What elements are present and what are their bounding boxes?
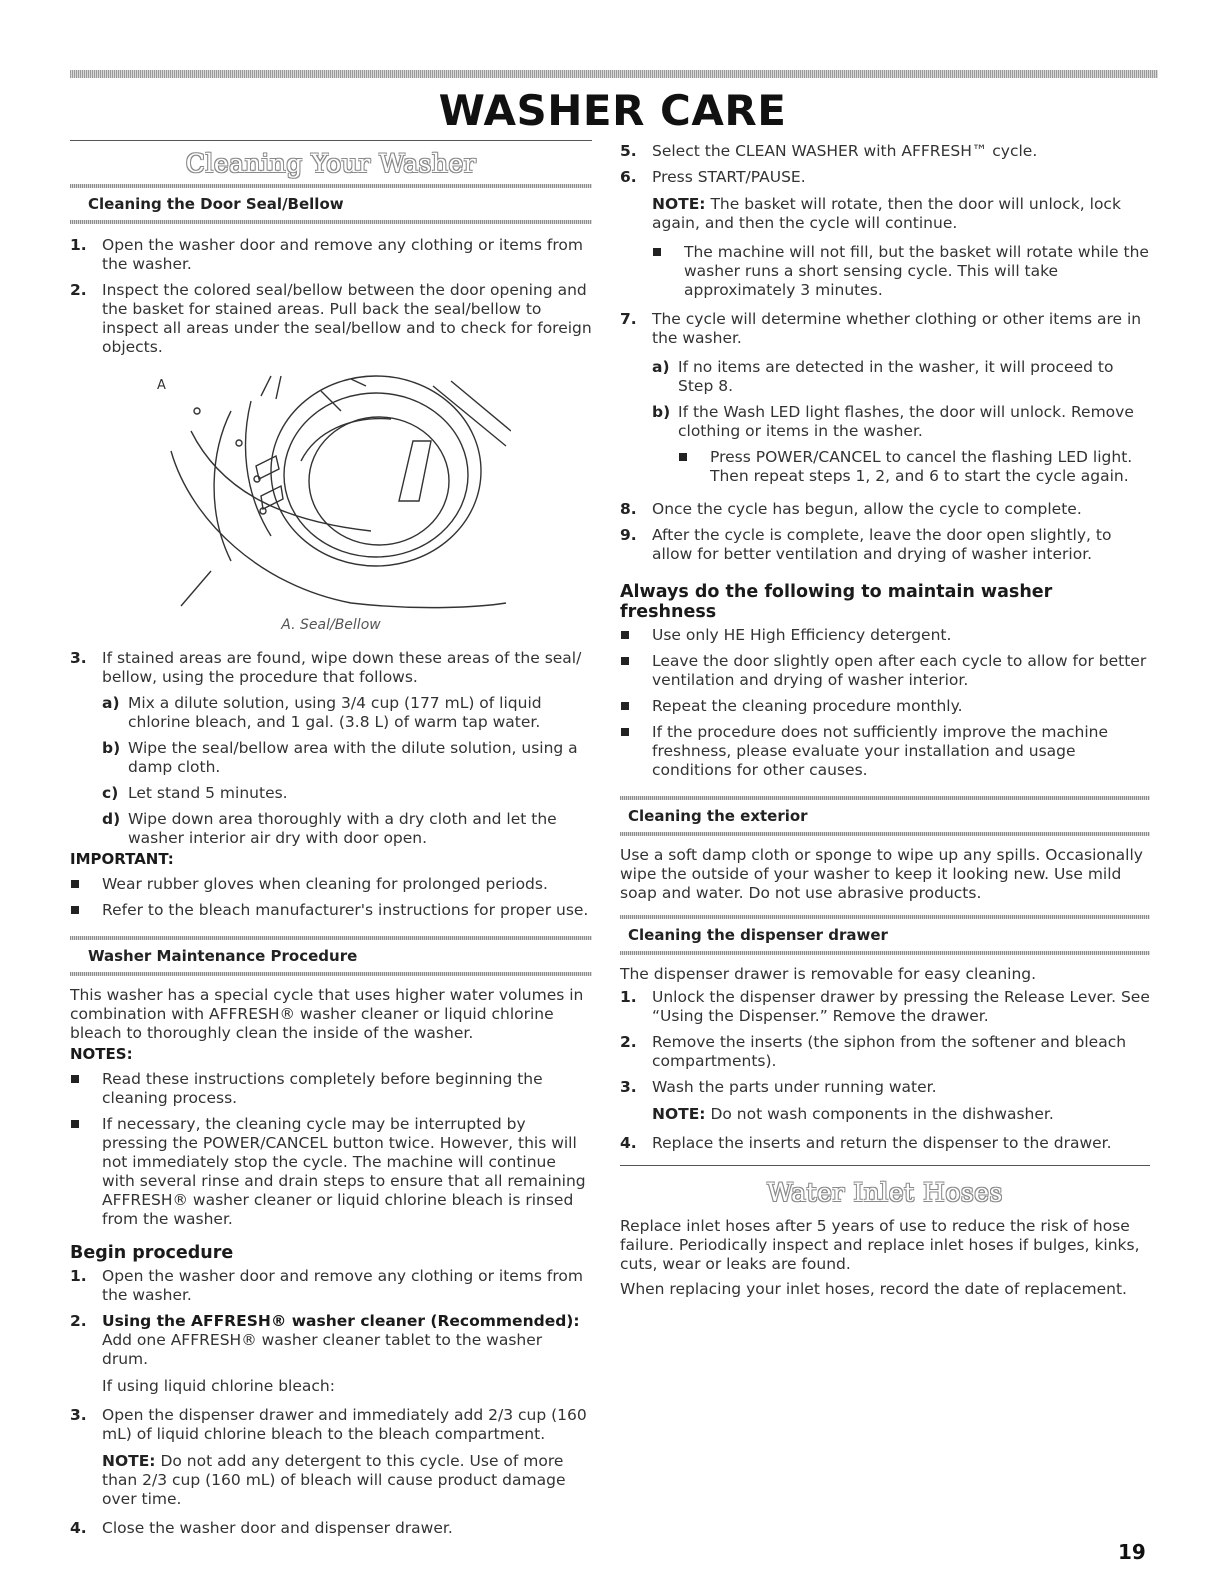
bullet-text: If necessary, the cleaning cycle may be interrupted by pressing the POWER/CANCEL button twice. However, this will not immediately stop the cycle. The machine will continue with several rinse and drain steps to ensure that all remaining AFFRESH® washer cleaner or liquid chlorine bleach is rinsed from the washer. [102,1115,586,1228]
bullet-square-icon [678,448,710,486]
bullet-text: If the procedure does not sufficiently improve the machine freshness, please evaluate your installation and usage conditions for other causes. [652,723,1108,779]
step-number: 3. [70,649,87,667]
list-item [70,649,592,687]
sub-label: a) [102,694,120,712]
step-text: If stained areas are found, wipe down these areas of the seal/ bellow, using the procedure that follows. [102,649,582,686]
notes-label: NOTES: [70,1045,133,1063]
step-text: Inspect the colored seal/bellow between the door opening and the basket for stained areas. Pull back the seal/bellow to inspect all areas under the seal/bellow and to check for foreign objects. [102,281,592,356]
bullet-item [620,652,1150,690]
right-column [620,142,1150,1299]
bullet-square-icon [70,901,102,920]
bullet-item [70,875,592,894]
section-title-hoses: Water Inlet Hoses [767,1178,1003,1207]
dispenser-intro: The dispenser drawer is removable for easy cleaning. [620,965,1037,983]
subheading-dispenser: Cleaning the dispenser drawer [628,926,888,944]
step-text: Open the washer door and remove any clothing or items from the washer. [102,1267,583,1304]
important-label: IMPORTANT: [70,850,174,868]
list-item [620,500,1150,519]
step-number: 5. [620,142,637,160]
figure-caption: A. Seal/Bellow [281,617,381,633]
list-item [70,1267,592,1305]
note-label: NOTE: [652,195,706,213]
list-item [620,310,1150,348]
bullet-text: Wear rubber gloves when cleaning for prolonged periods. [102,875,548,893]
step-text: Remove the inserts (the siphon from the softener and bleach compartments). [652,1033,1127,1070]
bullet-square-icon [70,1115,102,1229]
bullet-text: Read these instructions completely before beginning the cleaning process. [102,1070,543,1107]
step-text: Replace the inserts and return the dispenser to the drawer. [652,1134,1112,1152]
list-item [620,1134,1150,1153]
sub-text: Wipe down area thoroughly with a dry cloth and let the washer interior air dry with door open. [128,810,557,847]
step-number: 2. [70,281,87,299]
list-item [620,142,1150,161]
bullet-item [620,697,1150,716]
bullet-item [70,1070,592,1108]
list-item [620,1078,1150,1097]
heading-freshness: Always do the following to maintain washer freshness [620,582,1053,622]
bullet-text: Refer to the bleach manufacturer's instructions for proper use. [102,901,589,919]
heading-band-bottom [70,220,592,224]
sub-text: If no items are detected in the washer, it will proceed to Step 8. [678,358,1114,395]
step-note [102,1452,592,1509]
bullet-text: Leave the door slightly open after each cycle to allow for better ventilation and drying of washer interior. [652,652,1147,689]
heading-band-bottom [70,972,592,976]
step-number: 6. [620,168,637,186]
step-number: 2. [70,1312,87,1330]
bullet-square-icon [620,626,652,645]
step-number: 2. [620,1033,637,1051]
section-title-cleaning: Cleaning Your Washer [185,149,477,178]
bullet-item [70,901,592,920]
bullet-text: Press POWER/CANCEL to cancel the flashing LED light. Then repeat steps 1, 2, and 6 to start the cycle again. [710,448,1133,485]
bullet-item [70,1115,592,1229]
step-text: Once the cycle has begun, allow the cycle to complete. [652,500,1082,518]
sub-text: If the Wash LED light flashes, the door will unlock. Remove clothing or items in the washer. [678,403,1134,440]
step-number: 8. [620,500,637,518]
bullet-square-icon [70,875,102,894]
sub-list-item [102,810,592,848]
step-number: 7. [620,310,637,328]
list-item [70,236,592,274]
hoses-paragraph-1: Replace inlet hoses after 5 years of use to reduce the risk of hose failure. Periodically inspect and replace inlet hoses if bulges, kinks, cuts, wear or leaks are found. [620,1217,1140,1273]
step-number: 4. [70,1519,87,1537]
step-note [652,1105,1150,1124]
sub-text: Let stand 5 minutes. [128,784,288,802]
list-item [70,1519,592,1538]
bullet-square-icon [620,652,652,690]
list-item [620,526,1150,564]
bullet-text: Use only HE High Efficiency detergent. [652,626,952,644]
note-label: NOTE: [102,1452,156,1470]
step-text: Select the CLEAN WASHER with AFFRESH™ cycle. [652,142,1038,160]
sub-label: b) [102,739,121,757]
step-number: 9. [620,526,637,544]
bullet-text: Repeat the cleaning procedure monthly. [652,697,963,715]
sub-list-item [102,784,592,803]
sub-label: d) [102,810,121,828]
exterior-text: Use a soft damp cloth or sponge to wipe up any spills. Occasionally wipe the outside of your washer to keep it looking new. Use mild soap and water. Do not use abrasive products. [620,846,1143,902]
bullet-item [620,723,1150,780]
step-text: Open the washer door and remove any clothing or items from the washer. [102,236,583,273]
step-alt-text: If using liquid chlorine bleach: [102,1377,335,1395]
sub-text: Mix a dilute solution, using 3/4 cup (177 mL) of liquid chlorine bleach, and 1 gal. (3.8 L) of warm tap water. [128,694,542,731]
step-number: 1. [70,1267,87,1285]
page-title: WASHER CARE [438,86,787,135]
bullet-square-icon [620,723,652,780]
step-text: Unlock the dispenser drawer by pressing the Release Lever. See “Using the Dispenser.” Remove the drawer. [652,988,1150,1025]
page-number: 19 [1118,1540,1146,1564]
note-label: NOTE: [652,1105,706,1123]
maintenance-intro: This washer has a special cycle that uses higher water volumes in combination with AFFRESH® washer cleaner or liquid chlorine bleach to thoroughly clean the inside of the washer. [70,986,584,1042]
step-number: 1. [70,236,87,254]
heading-band-bottom [620,832,1150,836]
bullet-item [620,626,1150,645]
step-text: Wash the parts under running water. [652,1078,937,1096]
step-number: 3. [620,1078,637,1096]
subheading-maintenance: Washer Maintenance Procedure [88,947,358,965]
top-decorative-band [70,70,1158,78]
bullet-item [652,243,1150,300]
sub-label: a) [652,358,670,376]
figure-label-a: A [157,378,166,393]
subheading-exterior: Cleaning the exterior [628,807,808,825]
sub-list-item [102,694,592,732]
bullet-square-icon [652,243,684,300]
note-text: The basket will rotate, then the door will unlock, lock again, and then the cycle will continue. [652,195,1121,232]
note-text: Do not add any detergent to this cycle. Use of more than 2/3 cup (160 mL) of bleach will cause product damage over time. [102,1452,566,1508]
note-text: Do not wash components in the dishwasher. [710,1105,1054,1123]
heading-begin-procedure: Begin procedure [70,1243,234,1263]
list-item [70,1312,592,1396]
bullet-square-icon [70,1070,102,1108]
list-item [70,1406,592,1444]
step-text: The cycle will determine whether clothing or other items are in the washer. [652,310,1142,347]
bullet-text: The machine will not fill, but the basket will rotate while the washer runs a short sensing cycle. This will take approximately 3 minutes. [684,243,1149,299]
bullet-item [678,448,1150,486]
washer-door-drawing [151,371,511,611]
step-note [652,195,1150,233]
hoses-paragraph-2: When replacing your inlet hoses, record the date of replacement. [620,1280,1127,1298]
sub-list-item [102,739,592,777]
step-text: Close the washer door and dispenser drawer. [102,1519,453,1537]
list-item [620,1033,1150,1071]
step-number: 4. [620,1134,637,1152]
seal-bellow-illustration [151,371,511,611]
list-item [70,281,592,357]
step-text: Add one AFFRESH® washer cleaner tablet to the washer drum. [102,1331,543,1368]
sub-list-item [652,403,1150,441]
list-item [620,988,1150,1026]
step-text: Press START/PAUSE. [652,168,806,186]
subheading-door-seal: Cleaning the Door Seal/Bellow [88,195,344,213]
heading-band-bottom [620,951,1150,955]
step-text: Open the dispenser drawer and immediately add 2/3 cup (160 mL) of liquid chlorine bleach to the bleach compartment. [102,1406,587,1443]
left-column [70,140,592,1538]
sub-label: c) [102,784,119,802]
list-item [620,168,1150,187]
sub-text: Wipe the seal/bellow area with the dilute solution, using a damp cloth. [128,739,578,776]
step-number: 3. [70,1406,87,1424]
step-number: 1. [620,988,637,1006]
step-text: After the cycle is complete, leave the door open slightly, to allow for better ventilation and drying of washer interior. [652,526,1112,563]
sub-list-item [652,358,1150,396]
sub-label: b) [652,403,671,421]
step-bold-text: Using the AFFRESH® washer cleaner (Recommended): [102,1312,580,1330]
bullet-square-icon [620,697,652,716]
